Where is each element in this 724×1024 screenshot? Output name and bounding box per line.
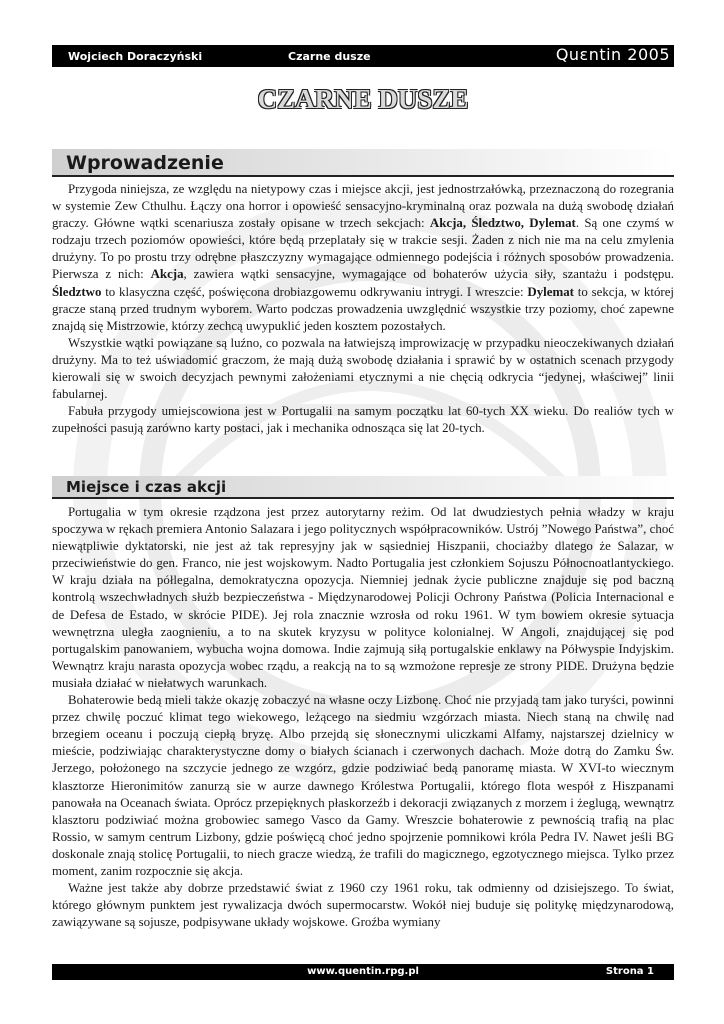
- text-run: Fabuła przygody umiejscowiona jest w Portugalii na samym początku lat 60-tych XX wieku. Do realiów tych w zupełności pasują zarówno karty postaci, jak i mechanika odnosząca się lat 20-tych.: [52, 404, 674, 436]
- paragraph: [52, 504, 674, 692]
- section-heading-introduction: Wprowadzenie: [52, 149, 674, 177]
- text-run: Bohaterowie bedą mieli także okazję zobaczyć na własne oczy Lizbonę. Choć nie przyjadą tam jako turyści, powinni przez chwilę poczuć klimat tego wiekowego, leżącego na siedmiu wzgórzach miasta. Niech staną na chwilę nad brzegiem oceanu i poczują ciepłą bryzę. Albo przejdą się słonecznymi uliczkami Alfamy, najstarszej dzielnicy w mieście, podziwiając charakterystyczne domy o białych ścianach i czerwonych dachach. Może dotrą do Zamku Św. Jerzego, położonego na szczycie jednego ze wzgórz, gdzie podziwiać bedą panoramę miasta. W XVI-to wiecznym klasztorze Hieronimitów zanurzą sie w aurze dawnego Królestwa Portugalii, którego flota wespół z Hiszpanami panowała na Oceanach świata. Oprócz przepięknych płaskorzeźb i dekoracji związanych z morzem i żeglugą, wewnątrz klasztoru podziwiać można grobowiec samego Vasco da Gamy. Wreszcie bohaterowie z pewnością trafią na plac Rossio, w samym centrum Lizbony, gdzie poświęcą choć jedno spojrzenie pomnikowi króla Pedra IV. Nawet jeśli BG doskonale znają stolicę Portugalii, to niech gracze wiedzą, że trafili do magicznego, egzotycznego miejsca. Tylko przez moment, zanim rozpocznie się akcja.: [52, 693, 674, 878]
- text-run: Portugalia w tym okresie rządzona jest przez autorytarny reżim. Od lat dwudziestych pełnia władzy w kraju spoczywa w rękach premiera Antonio Salazara i jego politycznych współpracowników. Ustrój ”Nowego Państwa”, choć niewątpliwie dyktatorski, nie jest aż tak represyjny jak w sąsiedniej Hiszpanii, chociażby dlatego że Salazar, w przeciwieństwie do gen. Franco, nie jest wojskowym. Nadto Portugalia jest członkiem Sojuszu Północnoatlantyckiego. W kraju działa na półlegalna, demokratyczna opozycja. Niemniej jednak życie publiczne znajduje się pod baczną kontrolą wszechwładnych służb bezpieczeństwa - Międzynarodowej Policji Ochrony Państwa (Policia Internacional e de Defesa de Estado, w skrócie PIDE). Jej rola znacznie wzrosła od roku 1961. W tym bowiem okresie sytuacja wewnętrzna uległa zaognieniu, a to na skutek kryzysu w polityce kolonialnej. W Angoli, znajdującej się pod portugalskim panowaniem, wybucha wojna domowa. Indie zajmują siłą portugalskie enklawy na Półwyspie Indyjskim. Wewnątrz kraju narasta opozycja wobec rządu, a reakcją na to są wzmożone represje ze strony PIDE. Drużyna będzie musiała działać w niełatwych warunkach.: [52, 505, 674, 690]
- section-body-place-and-time: [52, 504, 674, 931]
- text-run: to klasyczna część, poświęcona drobiazgowemu odkrywaniu intrygi. I wreszcie:: [101, 284, 528, 299]
- page-number: Strona 1: [605, 966, 654, 977]
- text-run: to sekcja, w której gracze staną przed trudnym wyborem. Warto podczas prowadzenia uwzględnić wszystkie trzy poziomy, choć zapewne znajdą się Mistrzowie, którzy zechcą uwypuklić jeden kosztem pozostałych.: [52, 284, 674, 333]
- text-run: Przygoda niniejsza, ze względu na nietypowy czas i miejsce akcji, jest jednostrzałówką, przeznaczoną do rozegrania w systemie Zew Cthulhu. Łączy ona horror i opowieść sensacyjno-kryminalną oraz pozwala na dużą swobodę działań graczy. Główne wątki scenariusza zostały opisane w trzech sekcjach:: [52, 182, 674, 231]
- footer-url: www.quentin.rpg.pl: [307, 966, 419, 977]
- bold-term: Dylemat: [527, 284, 574, 299]
- header-bar: [52, 45, 674, 67]
- header-title: Czarne dusze: [288, 50, 371, 63]
- paragraph: [52, 403, 674, 437]
- footer-bar: [52, 964, 674, 980]
- header-author: Wojciech Doraczyński: [68, 50, 203, 63]
- text-run: , zawiera wątki sensacyjne, wymagające od bohaterów użycia siły, szantażu i podstępu.: [183, 267, 674, 282]
- bold-term: Akcja, Śledztwo, Dylemat: [429, 216, 576, 231]
- bold-term: Śledztwo: [52, 284, 102, 299]
- text-run: Wszystkie wątki powiązane są luźno, co pozwala na łatwiejszą improwizację w przypadku nieoczekiwanych działań drużyny. Ma to też uświadomić graczom, że mają dużą swobodę działania i sprawić by w ostatnich scenach przygody kierowali się w swoich decyzjach pewnymi założeniami etycznymi a nie chęcią odkrycia “jedynej, właściwej” linii fabularnej.: [52, 335, 674, 402]
- text-run: Ważne jest także aby dobrze przedstawić świat z 1960 czy 1961 roku, tak odmienny od dzisiejszego. To świat, którego głównym punktem jest rywalizacja dwóch supermocarstw. Wokół niej buduje się politykę międzynarodową, zawiązywane są sojusze, podpisywane układy wojskowe. Groźba wymiany: [52, 881, 674, 930]
- section-body-introduction: [52, 181, 674, 437]
- paragraph: [52, 880, 674, 931]
- text-run: . Są one czymś w rodzaju trzech poziomów opowieści, które będą przeplatały się w trakcie sesji. Żaden z nich nie ma na celu zmylenia drużyny. To po prostu trzy odrębne płaszczyzny wymagające odmiennego podejścia i różnych sposobów prowadzenia. Pierwsza z nich:: [52, 216, 675, 282]
- paragraph: [52, 335, 674, 403]
- paragraph: [52, 181, 674, 335]
- quentin-logo: Quɛntin 2005: [555, 45, 670, 64]
- bold-term: Akcja: [150, 267, 184, 282]
- paragraph: [52, 692, 674, 880]
- section-heading-place-and-time: Miejsce i czas akcji: [52, 476, 674, 499]
- document-title: CZARNE DUSZE: [257, 84, 469, 114]
